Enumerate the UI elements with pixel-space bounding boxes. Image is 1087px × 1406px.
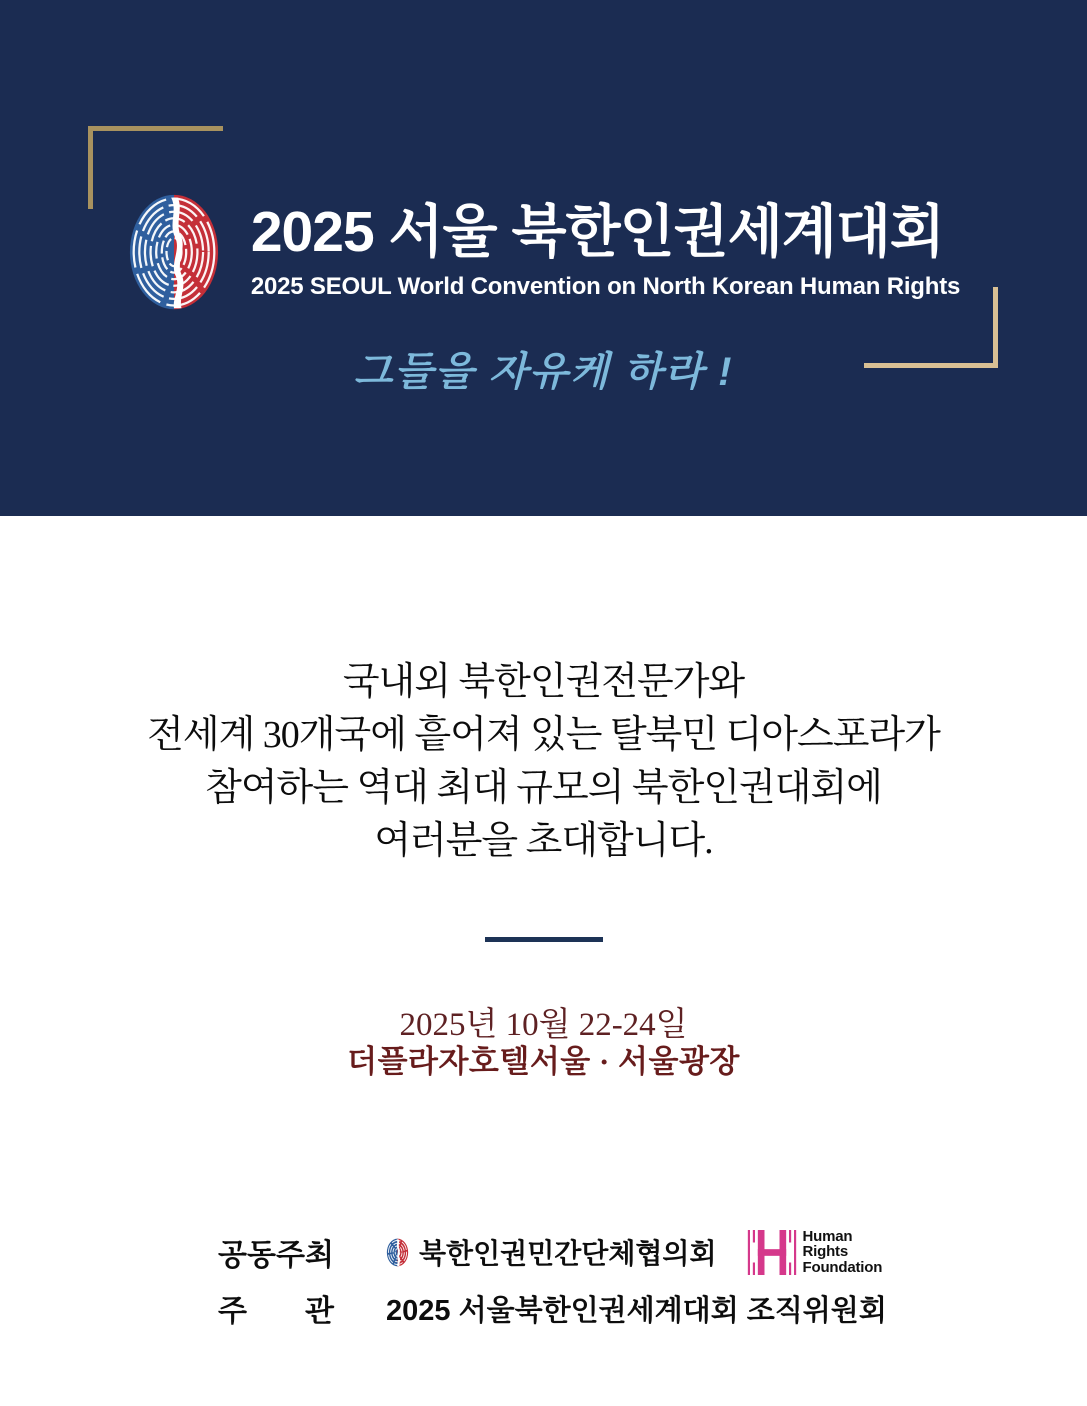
invitation-paragraph bbox=[0, 656, 1087, 868]
invitation-line: 전세계 30개국에 흩어져 있는 탈북민 디아스포라가 bbox=[147, 714, 940, 756]
hrf-word: Foundation bbox=[802, 1258, 883, 1276]
taegeuk-fingerprint-small-icon bbox=[386, 1238, 409, 1267]
event-venue: 더플라자호텔서울 · 서울광장 bbox=[347, 1044, 740, 1079]
invitation-line: 참여하는 역대 최대 규모의 북한인권대회에 bbox=[205, 767, 882, 809]
taegeuk-fingerprint-icon bbox=[127, 192, 221, 312]
invitation-line: 여러분을 초대합니다. bbox=[374, 820, 713, 862]
section-divider-line bbox=[485, 937, 603, 942]
event-title: 2025 서울 북한인권세계대회 bbox=[250, 200, 944, 264]
hrf-wordmark bbox=[803, 1229, 883, 1276]
organizer-organization: 2025 서울북한인권세계대회 조직위원회 bbox=[386, 1294, 887, 1327]
hrf-word: Human bbox=[802, 1227, 853, 1245]
cohost-label: 공동주최 bbox=[218, 1239, 334, 1272]
event-date: 2025년 10월 22-24일 bbox=[399, 1007, 688, 1043]
organizer-label-char: 관 bbox=[305, 1295, 334, 1328]
banner-titles bbox=[251, 192, 960, 302]
cohost-row bbox=[218, 1228, 882, 1276]
hrf-logo bbox=[747, 1229, 883, 1276]
banner bbox=[0, 0, 1087, 516]
slogan-calligraphy: 그들을 자유케 하라 ! bbox=[353, 350, 734, 394]
organizer-row bbox=[218, 1288, 887, 1328]
cohost-organization: 북한인권민간단체협의회 bbox=[419, 1238, 717, 1269]
organizer-label-char: 주 bbox=[218, 1295, 247, 1328]
hrf-word: Rights bbox=[802, 1243, 848, 1261]
banner-header bbox=[0, 192, 1087, 312]
hrf-h-icon bbox=[747, 1230, 797, 1275]
invitation-line: 국내외 북한인권전문가와 bbox=[342, 661, 745, 703]
event-subtitle: 2025 SEOUL World Convention on North Korean Human Rights bbox=[250, 273, 961, 300]
organizer-label bbox=[218, 1286, 334, 1330]
